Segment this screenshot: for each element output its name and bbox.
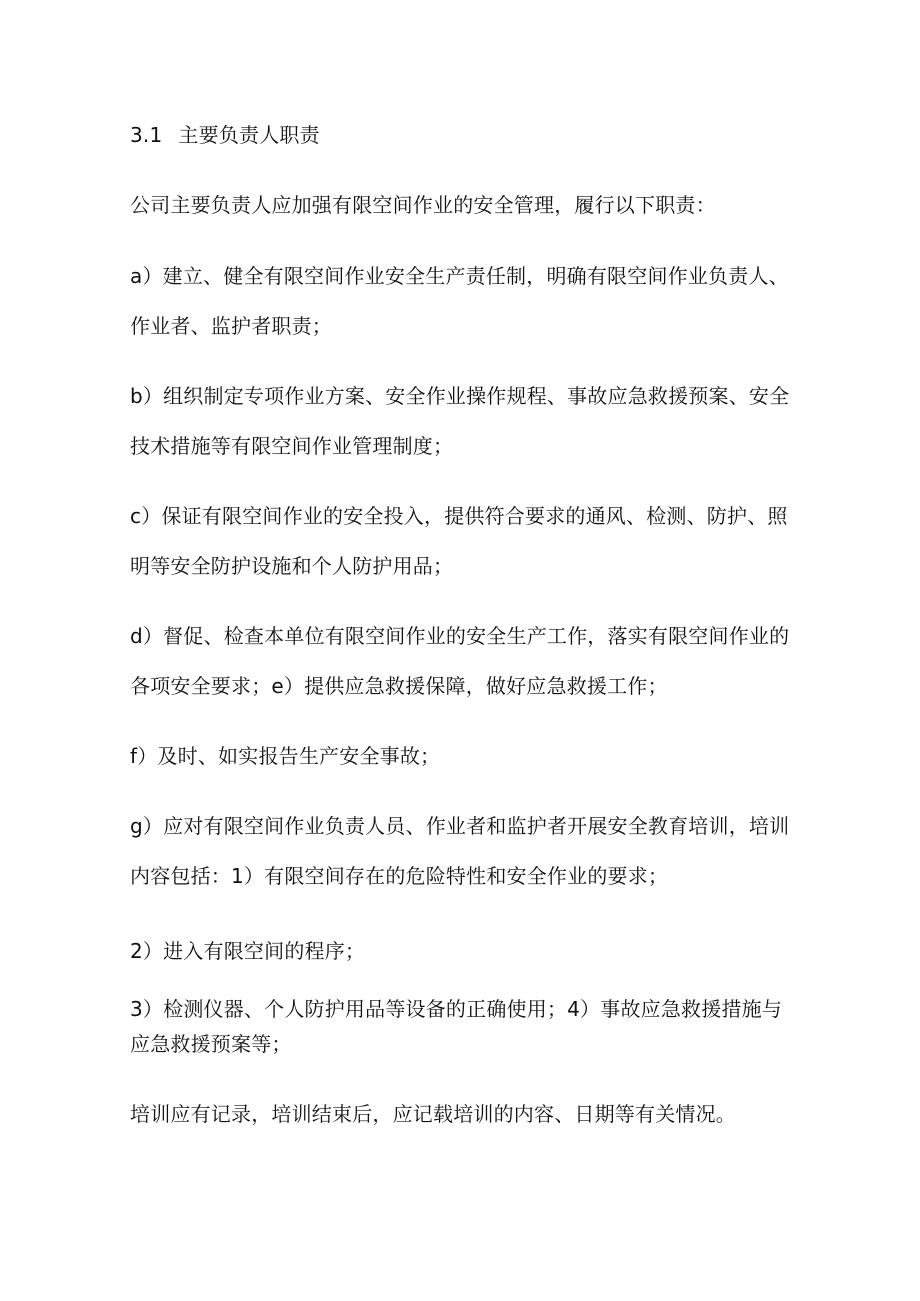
duty-f-line: f）及时、如实报告生产安全事故； xyxy=(130,744,441,768)
duty-b-line-2: 技术措施等有限空间作业管理制度； xyxy=(130,434,454,458)
duty-b-line-1: b）组织制定专项作业方案、安全作业操作规程、事故应急救援预案、安全 xyxy=(130,384,790,408)
intro-paragraph: 公司主要负责人应加强有限空间作业的安全管理，履行以下职责： xyxy=(130,193,716,217)
duty-d-line-1: d）督促、检查本单位有限空间作业的安全生产工作，落实有限空间作业的 xyxy=(130,624,790,648)
training-item-2: 2）进入有限空间的程序； xyxy=(130,939,366,963)
duty-d-e-line-2: 各项安全要求；e）提供应急救援保障，做好应急救援工作； xyxy=(130,674,668,698)
section-number: 3.1 xyxy=(130,123,163,147)
duty-g-line-2: 内容包括：1）有限空间存在的危险特性和安全作业的要求； xyxy=(130,864,669,888)
duty-c-line-1: c）保证有限空间作业的安全投入，提供符合要求的通风、检测、防护、照 xyxy=(130,504,788,528)
duty-g-line-1: g）应对有限空间作业负责人员、作业者和监护者开展安全教育培训，培训 xyxy=(130,814,790,838)
duty-c-line-2: 明等安全防护设施和个人防护用品； xyxy=(130,554,454,578)
duty-a-line-1: a）建立、健全有限空间作业安全生产责任制，明确有限空间作业负责人、 xyxy=(130,264,789,288)
training-record-paragraph: 培训应有记录，培训结束后，应记载培训的内容、日期等有关情况。 xyxy=(130,1102,736,1126)
duty-a-line-2: 作业者、监护者职责； xyxy=(130,314,332,338)
training-item-4-line-2: 应急救援预案等； xyxy=(130,1032,292,1056)
training-item-3-4-line-1: 3）检测仪器、个人防护用品等设备的正确使用；4）事故应急救援措施与 xyxy=(130,997,783,1021)
section-heading xyxy=(130,122,810,148)
section-title: 主要负责人职责 xyxy=(178,123,320,147)
